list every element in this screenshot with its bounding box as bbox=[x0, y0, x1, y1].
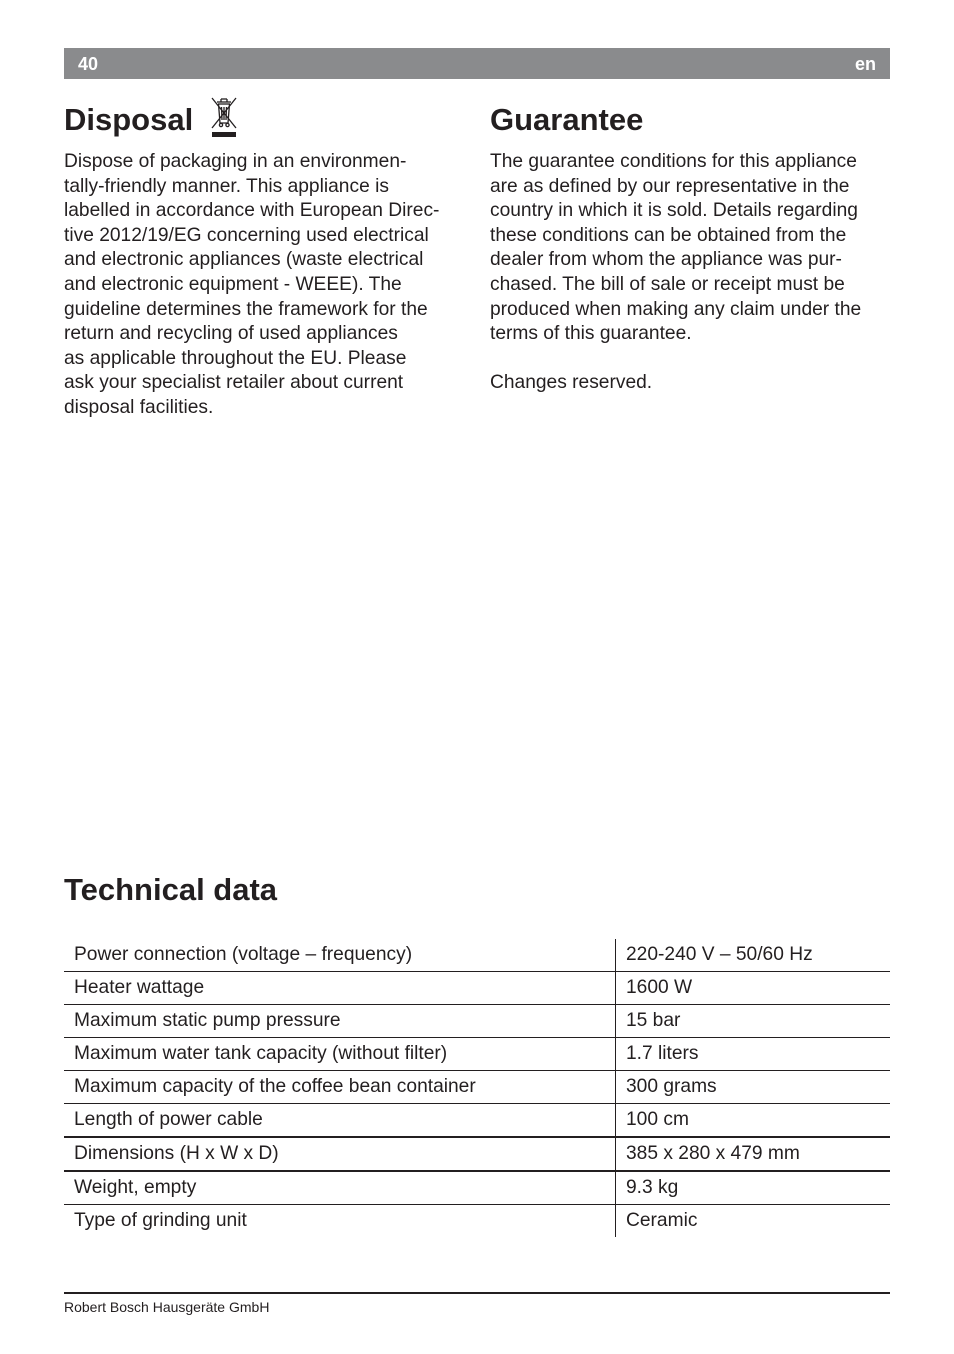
disposal-title: Disposal bbox=[64, 102, 194, 137]
disposal-text-line: return and recycling of used appliances bbox=[64, 323, 398, 345]
language-code: en bbox=[854, 54, 876, 74]
changes-reserved-note: Changes reserved. bbox=[490, 372, 653, 394]
spec-label: Power connection (voltage – frequency) bbox=[64, 939, 616, 972]
guarantee-text-line: country in which it is sold. Details regarding bbox=[490, 200, 858, 222]
spec-label: Type of grinding unit bbox=[64, 1205, 616, 1238]
guarantee-title: Guarantee bbox=[490, 102, 644, 137]
table-row bbox=[64, 1071, 890, 1104]
guarantee-paragraph bbox=[490, 150, 892, 347]
spec-label: Weight, empty bbox=[64, 1171, 616, 1205]
guarantee-text-line: dealer from whom the appliance was pur- bbox=[490, 249, 842, 271]
spec-value: Ceramic bbox=[626, 1210, 698, 1231]
spec-value: 9.3 kg bbox=[616, 1171, 891, 1205]
technical-data-table bbox=[64, 939, 890, 1237]
disposal-paragraph bbox=[64, 150, 466, 421]
disposal-text-line: as applicable throughout the EU. Please bbox=[64, 347, 407, 369]
spec-label: Maximum static pump pressure bbox=[64, 1005, 616, 1038]
disposal-text-line: disposal facilities. bbox=[64, 396, 214, 418]
spec-label: Length of power cable bbox=[64, 1104, 616, 1138]
disposal-text-line: Dispose of packaging in an environmen- bbox=[64, 151, 407, 172]
disposal-text-line: labelled in accordance with European Direc- bbox=[64, 200, 440, 222]
guarantee-heading-row bbox=[490, 98, 892, 142]
guarantee-text-line: terms of this guarantee. bbox=[490, 323, 692, 345]
footer-divider bbox=[64, 1292, 890, 1294]
disposal-text-line: ask your specialist retailer about current bbox=[64, 372, 404, 394]
page-header-bar bbox=[64, 48, 890, 79]
table-row bbox=[64, 1104, 890, 1138]
spec-value: 220-240 V – 50/60 Hz bbox=[616, 939, 891, 972]
spec-label: Maximum capacity of the coffee bean container bbox=[64, 1071, 616, 1104]
guarantee-text-line: produced when making any claim under the bbox=[490, 298, 862, 320]
guarantee-text-line: these conditions can be obtained from the bbox=[490, 224, 847, 246]
table-row bbox=[64, 1205, 890, 1238]
guarantee-text-line: The guarantee conditions for this appliance bbox=[490, 151, 857, 172]
table-row bbox=[64, 972, 890, 1005]
table-row bbox=[64, 1171, 890, 1205]
table-row bbox=[64, 1005, 890, 1038]
spec-value: 300 grams bbox=[616, 1071, 891, 1104]
table-row bbox=[64, 1038, 890, 1071]
table-row bbox=[64, 939, 890, 972]
spec-value: 15 bar bbox=[616, 1005, 891, 1038]
guarantee-text-line: are as defined by our representative in the bbox=[490, 175, 850, 197]
disposal-text-line: tally-friendly manner. This appliance is bbox=[64, 175, 389, 197]
spec-value: 100 cm bbox=[616, 1104, 891, 1138]
disposal-text-line: and electronic equipment - WEEE). The bbox=[64, 273, 402, 295]
guarantee-text-line: chased. The bill of sale or receipt must be bbox=[490, 273, 845, 295]
disposal-text-line: tive 2012/19/EG concerning used electrical bbox=[64, 224, 429, 246]
footer-company: Robert Bosch Hausgeräte GmbH bbox=[64, 1299, 270, 1315]
page-number: 40 bbox=[78, 54, 99, 74]
technical-data-title: Technical data bbox=[64, 872, 278, 907]
disposal-heading-row bbox=[64, 98, 466, 142]
spec-value: 385 x 280 x 479 mm bbox=[616, 1137, 891, 1171]
table-row bbox=[64, 1137, 890, 1171]
crossed-out-wheelie-bin-icon bbox=[209, 96, 239, 140]
spec-label: Dimensions (H x W x D) bbox=[64, 1137, 616, 1171]
disposal-text-line: guideline determines the framework for the bbox=[64, 298, 428, 320]
guarantee-section bbox=[490, 98, 892, 396]
spec-label: Heater wattage bbox=[64, 972, 616, 1005]
spec-value: 1600 W bbox=[616, 972, 891, 1005]
spec-value: 1.7 liters bbox=[616, 1038, 891, 1071]
spec-label: Maximum water tank capacity (without filter) bbox=[64, 1038, 616, 1071]
disposal-text-line: and electronic appliances (waste electrical bbox=[64, 249, 424, 271]
disposal-section bbox=[64, 98, 466, 421]
